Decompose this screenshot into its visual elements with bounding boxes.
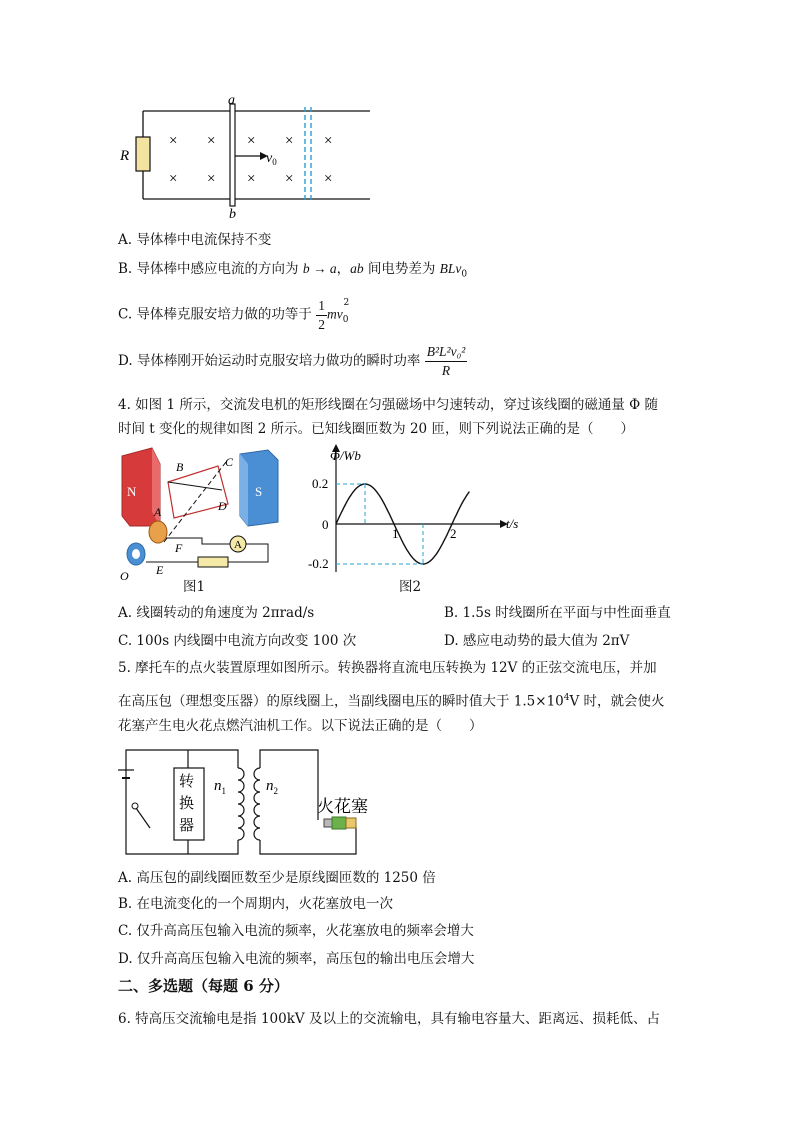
y-axis-label: Φ/Wb (330, 448, 361, 463)
svg-text:×: × (207, 171, 216, 187)
q5-stem-line2: 在高压包（理想变压器）的原线圈上，当副线圈电压的瞬时值大于 $1.5\times 10^4V$ 时，就会使火 (118, 693, 665, 710)
svg-text:C: C (225, 455, 234, 469)
q5-stem-line3: 花塞产生电火花点燃汽油机工作。以下说法正确的是（ ） (118, 718, 483, 734)
svg-text:换: 换 (179, 796, 195, 812)
q3-option-d: D. 导体棒刚开始运动时克服安培力做功的瞬时功率 $\frac{\text{B²L²v₀²}}{R}$ (118, 344, 466, 378)
q4-option-b: B. 1.5s 时线圈所在平面与中性面垂直 (444, 605, 671, 621)
q5-option-b: B. 在电流变化的一个周期内，火花塞放电一次 (118, 896, 394, 912)
flux-chart (300, 440, 540, 580)
x-tick-label-2: 2 (450, 526, 457, 541)
q4-option-d: D. 感应电动势的最大值为 2πV (444, 633, 630, 649)
spark-plug-label: 火花塞 (317, 797, 368, 816)
field-cross-marks (169, 133, 332, 187)
svg-text:×: × (247, 171, 256, 187)
resistor-R (136, 137, 150, 171)
switch (136, 808, 150, 828)
svg-text:器: 器 (179, 818, 195, 834)
svg-text:转: 转 (179, 774, 195, 790)
ignition-circuit-figure (118, 744, 388, 864)
label-R: R (120, 148, 130, 164)
svg-text:×: × (169, 171, 178, 187)
svg-text:N: N (127, 484, 137, 499)
generator-figure (118, 446, 288, 596)
section-heading-multiple-choice: 二、多选题（每题 6 分） (118, 977, 289, 995)
q3-option-b: B. 导体棒中感应电流的方向为 b → a，ab 间电势差为 BLv$_0$ (118, 261, 468, 280)
secondary-coil (254, 768, 260, 840)
q4-stem-line1: 4. 如图 1 所示，交流发电机的矩形线圈在匀强磁场中匀速转动，穿过该线圈的磁通量 Φ 随 (118, 397, 658, 413)
svg-text:×: × (207, 133, 216, 149)
svg-text:F: F (175, 541, 183, 555)
svg-text:A: A (154, 505, 162, 519)
primary-coil (238, 768, 244, 840)
svg-text:×: × (324, 171, 333, 187)
q4-stem-line2: 时间 t 变化的规律如图 2 所示。已知线圈匝数为 20 匝，则下列说法正确的是（ ） (118, 421, 634, 437)
q6-stem-line1: 6. 特高压交流输电是指 100kV 及以上的交流输电，具有输电容量大、距离远、损耗低、占 (118, 1011, 660, 1027)
q5-stem-line1: 5. 摩托车的点火装置原理如图所示。转换器将直流电压转换为 12V 的正弦交流电压，并加 (118, 660, 657, 676)
svg-text:D: D (218, 499, 227, 513)
svg-text:S: S (255, 484, 263, 499)
svg-text:×: × (169, 133, 178, 149)
svg-text:×: × (324, 133, 333, 149)
y-tick-label-zero: 0 (322, 517, 329, 532)
label-v0: $v_0$ (266, 151, 277, 167)
label-a: a (228, 93, 235, 108)
q4-option-c: C. 100s 内线圈中电流方向改变 100 次 (118, 633, 357, 649)
load-resistor (198, 557, 228, 567)
q5-option-c: C. 仅升高高压包输入电流的频率，火花塞放电的频率会增大 (118, 923, 474, 939)
switch-contact (132, 803, 138, 809)
q3-option-c: C. 导体棒克服安培力做的功等于 $\frac{1}{2}$ $mv_0^2$ (118, 297, 350, 332)
svg-text:A: A (234, 539, 242, 551)
q4-option-a: A. 线圈转动的角速度为 2πrad/s (118, 605, 315, 621)
q5-option-d: D. 仅升高高压包输入电流的频率，高压包的输出电压会增大 (118, 951, 475, 967)
rod-ab (230, 104, 235, 206)
x-tick-label-1: 1 (392, 526, 399, 541)
svg-text:×: × (285, 171, 294, 187)
svg-text:B: B (176, 460, 184, 474)
label-n1: $n_1$ (214, 778, 226, 796)
svg-text:E: E (156, 563, 164, 577)
svg-text:×: × (285, 133, 294, 149)
x-axis-label: t/s (506, 516, 519, 531)
q5-option-a: A. 高压包的副线圈匝数至少是原线圈匝数的 1250 倍 (118, 870, 436, 886)
q3-option-a: A. 导体棒中电流保持不变 (118, 232, 272, 248)
rail-circuit-figure (115, 92, 380, 222)
svg-text:×: × (247, 133, 256, 149)
svg-text:O: O (120, 569, 129, 583)
y-tick-label-top: 0.2 (312, 476, 329, 491)
fig1-caption: 图1 (183, 579, 206, 595)
label-n2: $n_2$ (266, 778, 278, 796)
fig2-caption: 图2 (399, 579, 422, 595)
label-b: b (229, 207, 236, 222)
y-tick-label-bottom: -0.2 (308, 556, 329, 571)
